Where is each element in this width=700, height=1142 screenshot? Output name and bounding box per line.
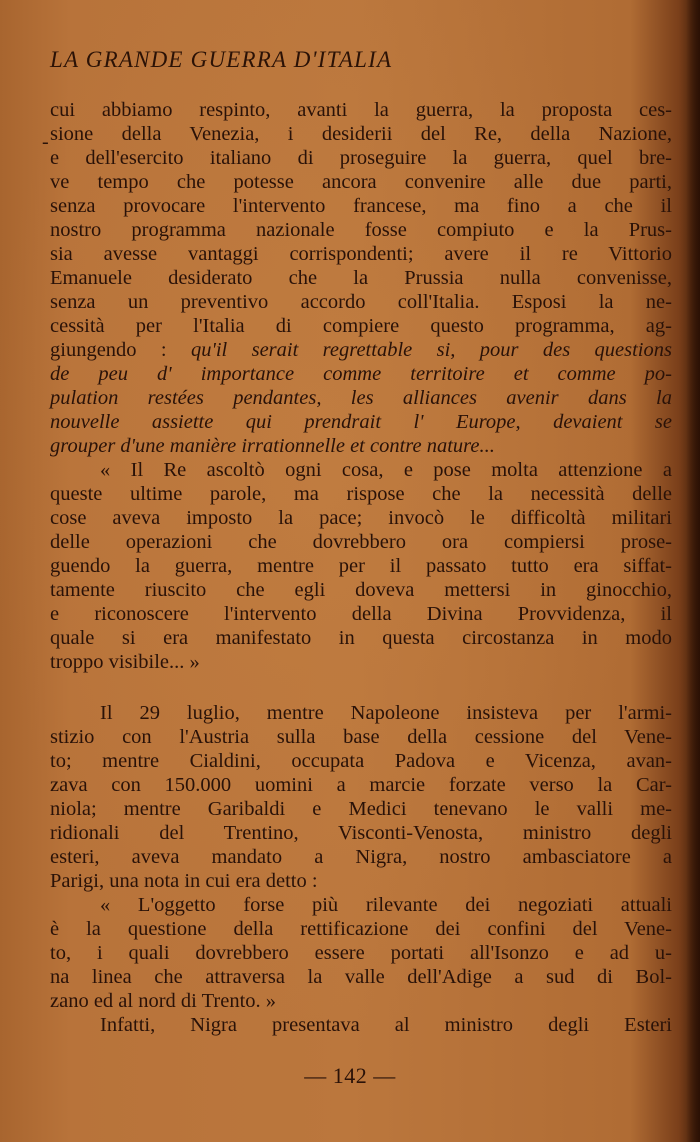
text-line: troppo visibile... » xyxy=(50,651,200,673)
text-line: stizio con l'Austria sulla base della cessione del Vene- xyxy=(50,726,672,748)
text-line-italic: de peu d' importance comme territoire et comme po- xyxy=(50,363,672,385)
text-line: ridionali del Trentino, Visconti-Venosta, ministro degli xyxy=(50,822,672,844)
text-line: nostro programma nazionale fosse compiuto e la Prus- xyxy=(50,219,672,241)
text-line: to; mentre Cialdini, occupata Padova e Vicenza, avan- xyxy=(50,750,672,772)
text-line: e riconoscere l'intervento della Divina Provvidenza, il xyxy=(50,603,672,625)
text-line: Parigi, una nota in cui era detto : xyxy=(50,870,318,892)
text-line: senza provocare l'intervento francese, ma fino a che il xyxy=(50,195,672,217)
text-line: na linea che attraversa la valle dell'Adige a sud di Bol- xyxy=(50,966,672,988)
text-line: to, i quali dovrebbero essere portati all'Isonzo e ad u- xyxy=(50,942,672,964)
text-line: senza un preventivo accordo coll'Italia. Esposi la ne- xyxy=(50,291,672,313)
text-line: quale si era manifestato in questa circostanza in modo xyxy=(50,627,672,649)
text-line: esteri, aveva mandato a Nigra, nostro ambasciatore a xyxy=(50,846,672,868)
text-line: sia avesse vantaggi corrispondenti; avere il re Vittorio xyxy=(50,243,672,265)
text-line: Infatti, Nigra presentava al ministro degli Esteri xyxy=(100,1014,672,1036)
text-line: cui abbiamo respinto, avanti la guerra, la proposta ces- xyxy=(50,99,672,121)
text-line: ve tempo che potesse ancora convenire alle due parti, xyxy=(50,171,672,193)
stray-hyphen: - xyxy=(42,131,49,153)
text-line: è la questione della rettificazione dei confini del Vene- xyxy=(50,918,672,940)
text-roman: giungendo : xyxy=(50,339,191,361)
page-number: — 142 — xyxy=(304,1063,396,1088)
text-line: « L'oggetto forse più rilevante dei negoziati attuali xyxy=(100,894,672,916)
running-head: LA GRANDE GUERRA D'ITALIA xyxy=(50,47,393,72)
page-edge-shadow xyxy=(686,0,700,1142)
text-line: delle operazioni che dovrebbero ora compiersi prose- xyxy=(50,531,672,553)
text-line: e dell'esercito italiano di proseguire la guerra, quel bre- xyxy=(50,147,672,169)
text-line: « Il Re ascoltò ogni cosa, e pose molta attenzione a xyxy=(100,459,672,481)
text-line-italic: nouvelle assiette qui prendrait l' Europe, devaient se xyxy=(50,411,672,433)
text-line: zano ed al nord di Trento. » xyxy=(50,990,277,1012)
text-line: cose aveva imposto la pace; invocò le difficoltà militari xyxy=(50,507,672,529)
text-italic: qu'il serait regrettable si, pour des questions xyxy=(190,339,672,361)
text-line: Emanuele desiderato che la Prussia nulla convenisse, xyxy=(50,267,672,289)
text-line: zava con 150.000 uomini a marcie forzate verso la Car- xyxy=(50,774,672,796)
text-line: queste ultime parole, ma rispose che la necessità delle xyxy=(50,483,672,505)
text-line: sione della Venezia, i desiderii del Re, della Nazione, xyxy=(50,123,672,145)
text-line-mixed xyxy=(50,338,672,362)
text-line: tamente riuscito che egli doveva mettersi in ginocchio, xyxy=(50,579,672,601)
text-line-italic: pulation restées pendantes, les alliances avenir dans la xyxy=(50,387,672,409)
text-line: cessità per l'Italia di compiere questo programma, ag- xyxy=(50,315,672,337)
text-line: guendo la guerra, mentre per il passato tutto era siffat- xyxy=(50,555,672,577)
text-line: Il 29 luglio, mentre Napoleone insisteva per l'armi- xyxy=(100,702,672,724)
text-line-italic: grouper d'une manière irrationnelle et contre nature... xyxy=(50,435,495,457)
text-line: niola; mentre Garibaldi e Medici tenevano le valli me- xyxy=(50,798,672,820)
